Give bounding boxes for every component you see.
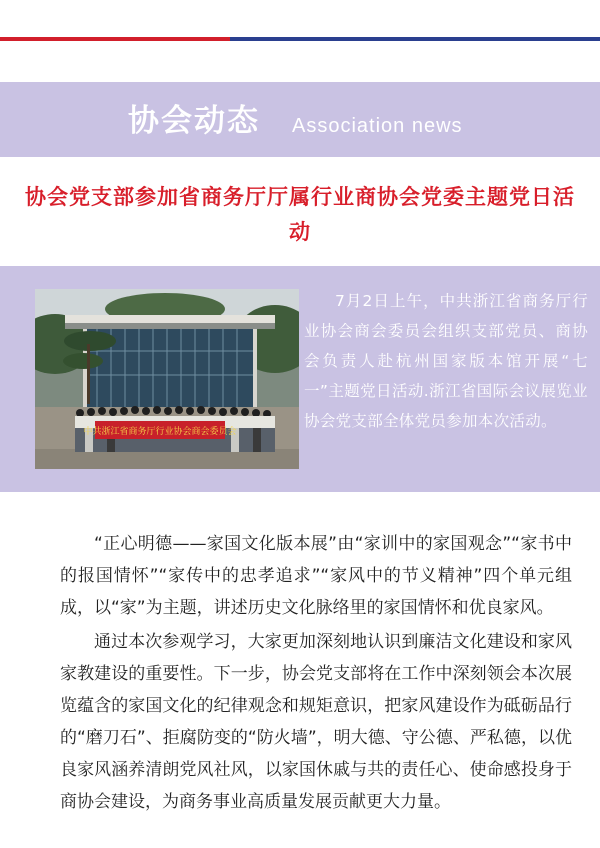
top-rule-red-segment [0,37,230,41]
body-paragraph-2: 通过本次参观学习，大家更加深刻地认识到廉洁文化建设和家风家教建设的重要性。下一步，协会党支部将在工作中深刻领会本次展览蕴含的家国文化的纪律观念和规矩意识，把家风建设作为砥砺品行的“磨刀石”、拒腐防变的“防火墙”，明大德、守公德、严私德，以优良家风涵养清朗党风社风，以家国休戚与共的责任心、使命感投身于商协会建设，为商务事业高质量发展贡献更大力量。 [60,632,572,812]
article-body [60,528,572,818]
top-rule-blue-segment [230,37,600,41]
event-group-photo [35,289,299,469]
section-subtitle: Association news [292,115,463,137]
body-paragraph-1: “正心明德——家国文化版本展”由“家训中的家国观念”“家书中的报国情怀”“家传中的忠孝追求”“家风中的节义精神”四个单元组成，以“家”为主题，讲述历史文化脉络里的家国情怀和优良家风。 [60,534,572,618]
article-headline: 协会党支部参加省商务厅厅属行业商协会党委主题党日活动 [25,185,575,244]
section-title: 协会动态 [128,103,260,139]
photo-banner-text: 中共浙江省商务厅行业协会商会委员会 [83,427,237,437]
article-intro: 7月2日上午，中共浙江省商务厅行业协会商会委员会组织支部党员、商协会负责人赴杭州国家版本馆开展“七一”主题党日活动.浙江省国际会议展览业协会党支部全体党员参加本次活动。 [304,292,588,430]
top-decorative-rule [0,37,600,41]
